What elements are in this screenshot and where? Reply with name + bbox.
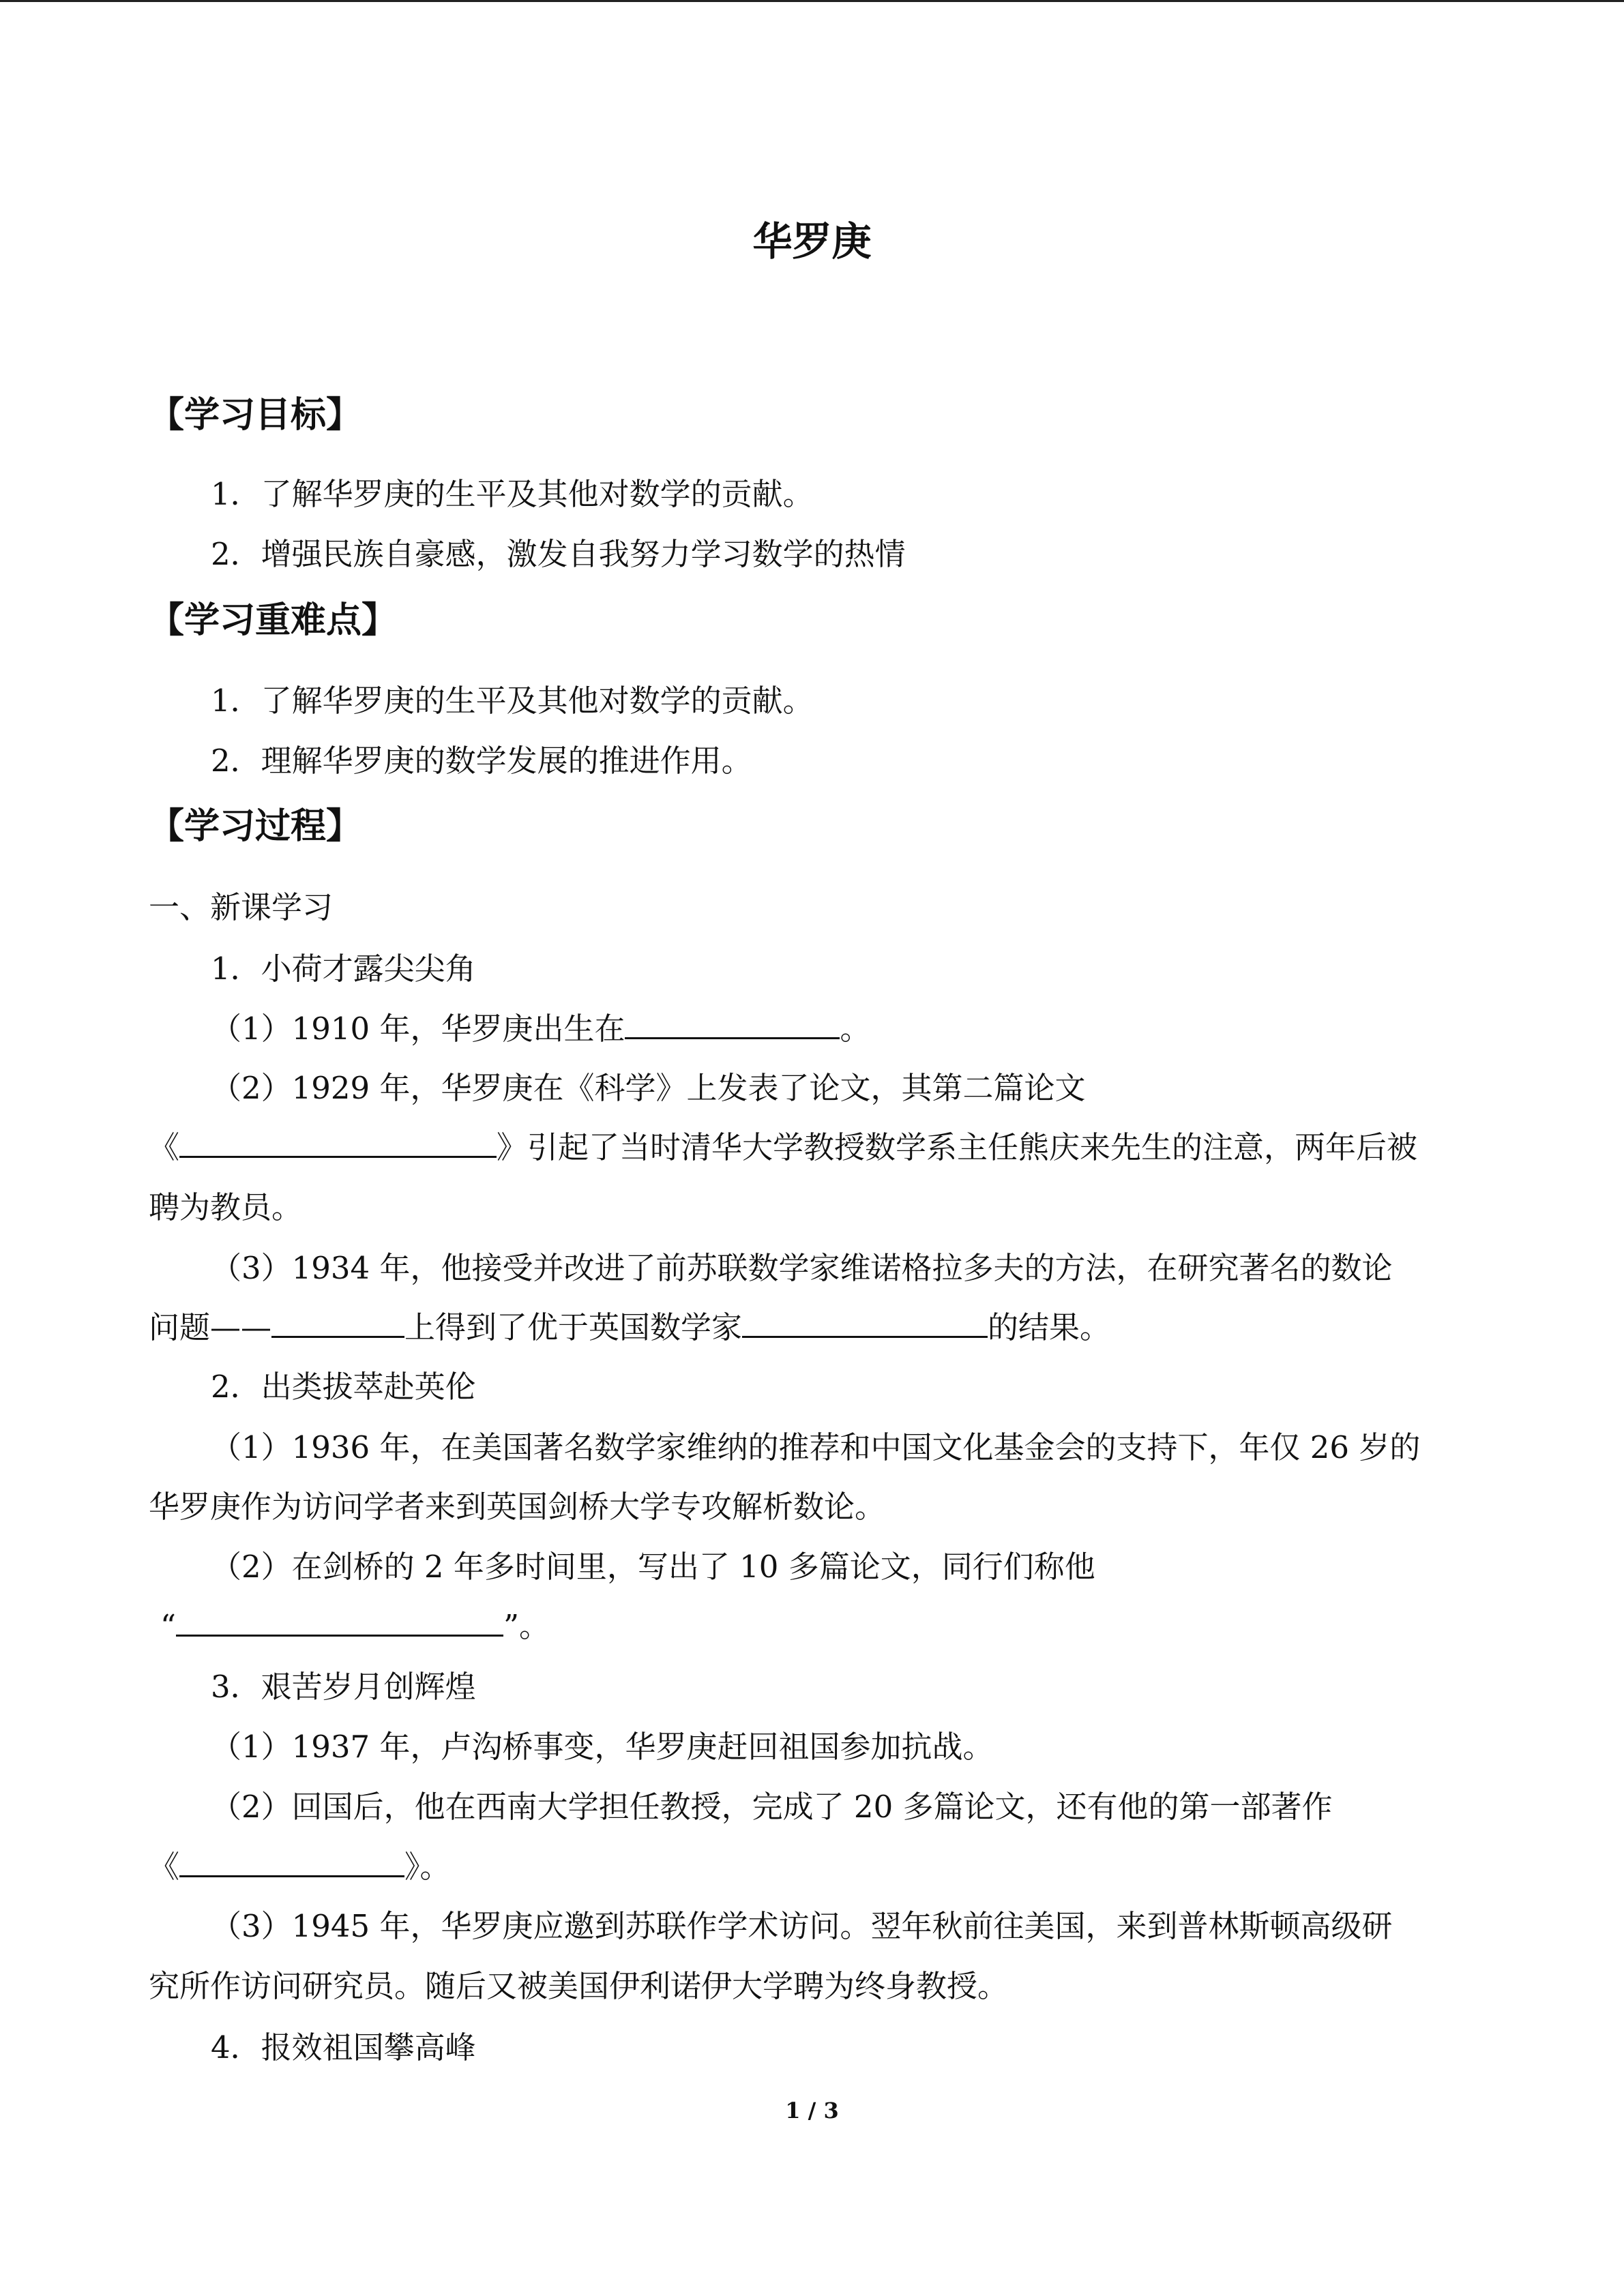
question-text: 的结果。: [988, 1309, 1111, 1345]
section-heading-key-points: 【学习重难点】: [149, 600, 398, 641]
question-text: 上得到了优于英国数学家: [404, 1309, 743, 1345]
answer-blank[interactable]: [625, 1010, 840, 1039]
part-heading: 一、新课学习: [149, 889, 334, 925]
page-number: 1 / 3: [785, 2098, 839, 2123]
question-1-2-line-1: （2）1929 年，华罗庚在《科学》上发表了论文，其第二篇论文: [211, 1070, 1086, 1106]
question-text: 《: [149, 1129, 180, 1165]
goal-item-1: 1．了解华罗庚的生平及其他对数学的贡献。: [211, 476, 814, 512]
question-2-1-line-2: 华罗庚作为访问学者来到英国剑桥大学专攻解析数论。: [149, 1489, 886, 1525]
section-heading-process: 【学习过程】: [149, 806, 362, 847]
page-title: 华罗庚: [752, 218, 872, 265]
key-point-item-2: 2．理解华罗庚的数学发展的推进作用。: [211, 743, 752, 779]
question-1-2-line-2: [149, 1127, 1417, 1168]
question-text: 》引起了当时清华大学教授数学系主任熊庆来先生的注意，两年后被: [497, 1129, 1418, 1165]
question-text: 》。: [404, 1849, 451, 1885]
question-3-3-line-1: （3）1945 年，华罗庚应邀到苏联作学术访问。翌年秋前往美国，来到普林斯顿高级研: [211, 1908, 1393, 1944]
answer-blank[interactable]: [271, 1309, 404, 1338]
key-point-item-1: 1．了解华罗庚的生平及其他对数学的贡献。: [211, 683, 814, 719]
question-1-3-line-2: [149, 1307, 1110, 1348]
question-3-3-line-2: 究所作访问研究员。随后又被美国伊利诺伊大学聘为终身教授。: [149, 1968, 1009, 2004]
subsection-title-4: 4．报效祖国攀高峰: [211, 2029, 476, 2066]
question-3-2-line-1: （2）回国后，他在西南大学担任教授，完成了 20 多篇论文，还有他的第一部著作: [211, 1789, 1333, 1825]
question-2-1-line-1: （1）1936 年，在美国著名数学家维纳的推荐和中国文化基金会的支持下，年仅 26 岁的: [211, 1429, 1421, 1465]
subsection-title-1: 1．小荷才露尖尖角: [211, 951, 476, 987]
question-3-2-line-2: [149, 1847, 451, 1888]
question-text: 《: [149, 1849, 180, 1885]
question-text: ”。: [503, 1608, 550, 1644]
question-3-1: （1）1937 年，卢沟桥事变，华罗庚赶回祖国参加抗战。: [211, 1729, 994, 1765]
question-text: “: [160, 1608, 177, 1644]
question-2-2-line-1: （2）在剑桥的 2 年多时间里，写出了 10 多篇论文，同行们称他: [211, 1549, 1095, 1585]
question-1-1: [211, 1009, 870, 1049]
question-text: （1）1910 年，华罗庚出生在: [211, 1011, 625, 1047]
question-text: 问题——: [149, 1309, 272, 1345]
question-2-2-line-2: [160, 1606, 550, 1647]
question-1-2-line-3: 聘为教员。: [149, 1189, 303, 1225]
subsection-title-3: 3．艰苦岁月创辉煌: [211, 1669, 476, 1705]
subsection-title-2: 2．出类拔萃赴英伦: [211, 1369, 476, 1405]
answer-blank[interactable]: [179, 1129, 497, 1158]
question-text: 。: [840, 1011, 871, 1047]
answer-blank[interactable]: [742, 1309, 988, 1338]
top-border: [0, 0, 1624, 2]
section-heading-goals: 【学习目标】: [149, 395, 362, 436]
question-1-3-line-1: （3）1934 年，他接受并改进了前苏联数学家维诺格拉多夫的方法，在研究著名的数论: [211, 1250, 1393, 1286]
answer-blank[interactable]: [179, 1848, 404, 1877]
answer-blank[interactable]: [176, 1607, 503, 1637]
goal-item-2: 2．增强民族自豪感，激发自我努力学习数学的热情: [211, 536, 906, 572]
